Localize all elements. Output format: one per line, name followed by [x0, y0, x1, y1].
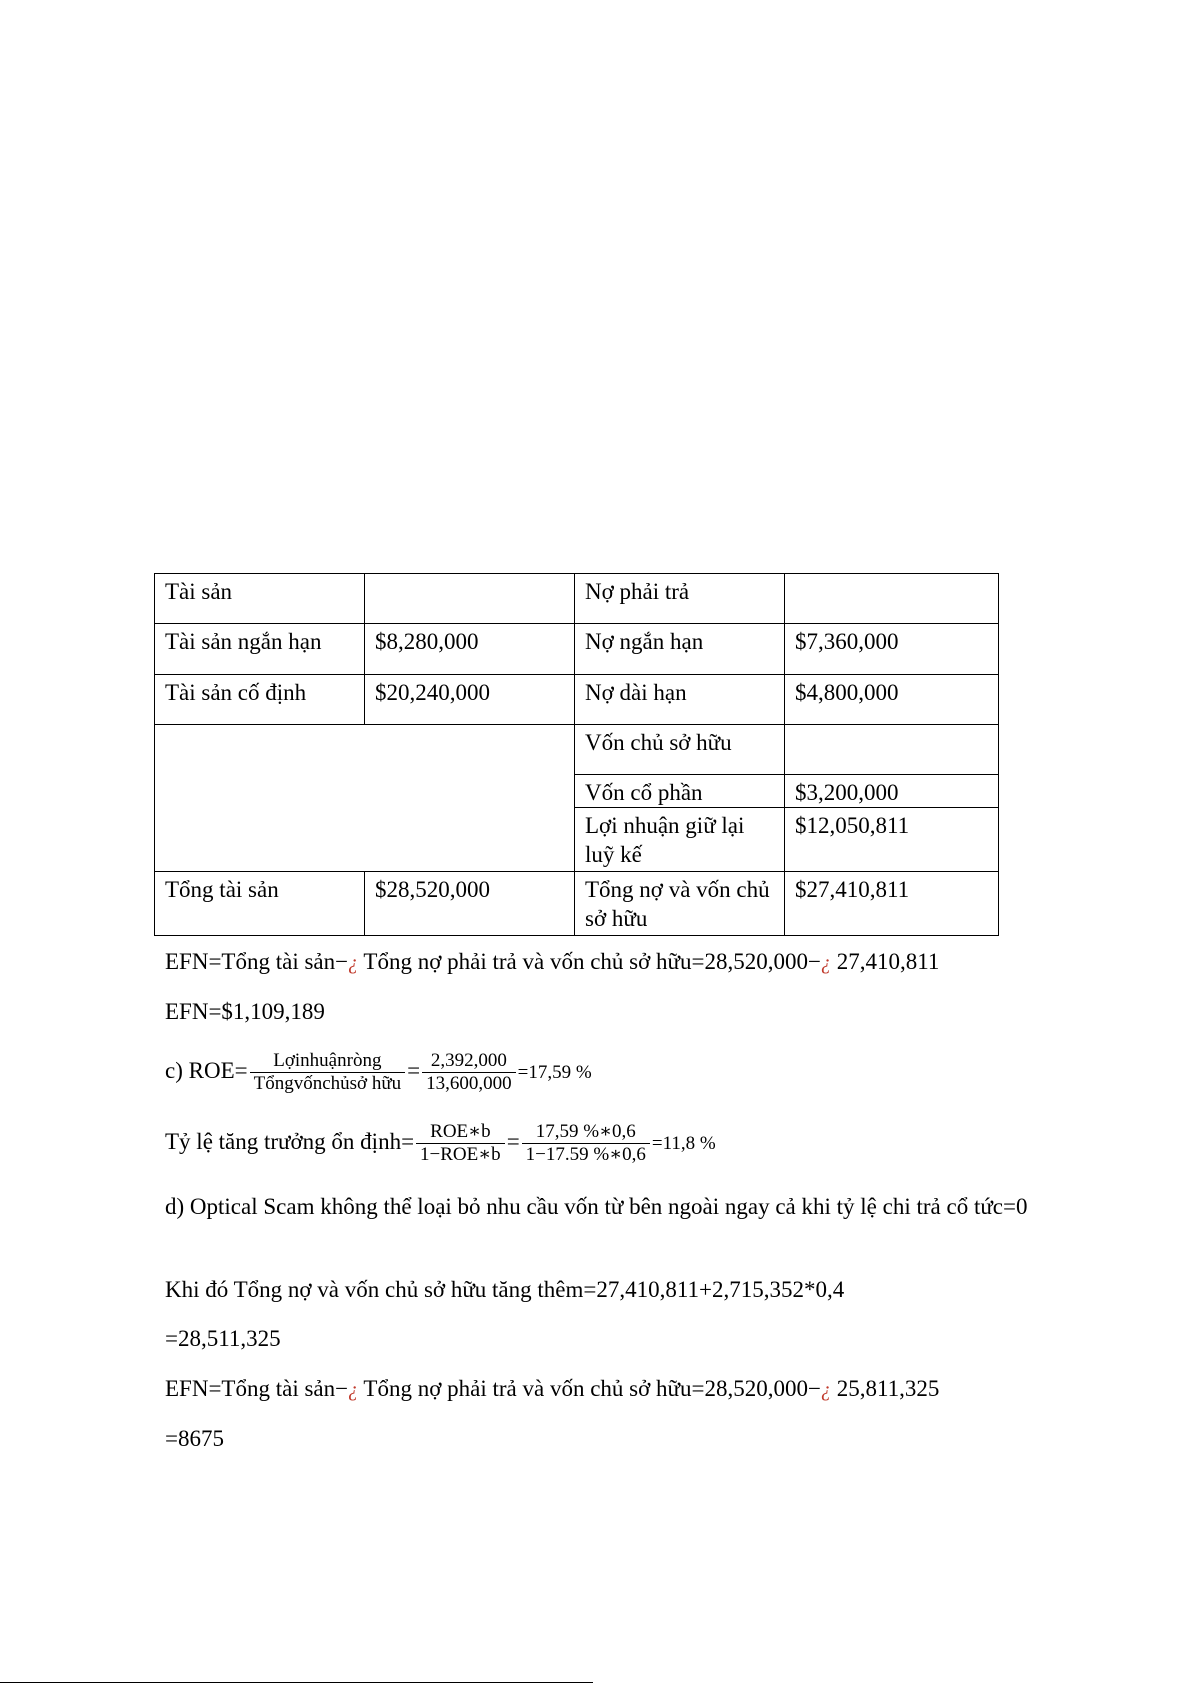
- denominator: Tổngvốnchủsở hữu: [253, 1073, 402, 1095]
- row-value2: $7,360,000: [785, 624, 999, 675]
- row-label2: Nợ dài hạn: [575, 675, 785, 725]
- efn-formula-line: [165, 947, 939, 978]
- roe-fraction: [250, 1050, 406, 1095]
- text: =: [407, 1058, 421, 1083]
- efn-result-line: EFN=$1,109,189: [165, 999, 325, 1024]
- placeholder-char: ¿: [820, 1379, 831, 1401]
- placeholder-char: ¿: [348, 1379, 359, 1401]
- equity-value: $3,200,000: [785, 775, 999, 808]
- text: Tổng nợ phải trả và vốn chủ sở hữu=28,520,000−: [358, 949, 821, 974]
- text: =17,59 %: [517, 1062, 592, 1083]
- row-value2: $4,800,000: [785, 675, 999, 725]
- table-row: [155, 872, 999, 936]
- header-assets: Tài sản: [155, 574, 365, 624]
- growth-fraction: [416, 1121, 505, 1166]
- row-label: Tài sản ngắn hạn: [155, 624, 365, 675]
- efn-final-result: =8675: [165, 1426, 224, 1451]
- denominator: 1−17.59 %∗0,6: [525, 1144, 646, 1166]
- row-label: Tài sản cố định: [155, 675, 365, 725]
- text: c) ROE=: [165, 1058, 248, 1083]
- equity-label: Vốn cổ phần: [575, 775, 785, 808]
- table-row: [155, 624, 999, 675]
- text: EFN=Tổng tài sản−: [165, 1376, 349, 1401]
- balance-sheet-table: [154, 573, 999, 936]
- total-value2: $27,410,811: [785, 872, 999, 936]
- text: 27,410,811: [830, 949, 940, 974]
- empty-cell: [365, 574, 575, 624]
- numerator: 2,392,000: [422, 1050, 516, 1073]
- footnote-separator: [0, 1682, 593, 1683]
- efn-formula-line-2: [165, 1374, 939, 1405]
- table-row: [155, 574, 999, 624]
- placeholder-char: ¿: [348, 952, 359, 974]
- growth-fraction-values: [522, 1121, 650, 1166]
- empty-cell: [785, 725, 999, 775]
- header-liabilities: Nợ phải trả: [575, 574, 785, 624]
- equity-header: Vốn chủ sở hữu: [575, 725, 785, 775]
- row-label2: Nợ ngắn hạn: [575, 624, 785, 675]
- row-value: $8,280,000: [365, 624, 575, 675]
- denominator: 1−ROE∗b: [420, 1144, 501, 1166]
- text: 25,811,325: [830, 1376, 940, 1401]
- table-row: [155, 725, 999, 775]
- row-value: $20,240,000: [365, 675, 575, 725]
- khi-do-result: =28,511,325: [165, 1326, 281, 1351]
- numerator: Lợinhuậnròng: [250, 1050, 406, 1073]
- total-label: Tổng tài sản: [155, 872, 365, 936]
- equity-label: Lợi nhuận giữ lại luỹ kế: [575, 808, 785, 872]
- text: Tổng nợ phải trả và vốn chủ sở hữu=28,520,000−: [358, 1376, 821, 1401]
- roe-line: [165, 1046, 592, 1098]
- roe-fraction-values: [422, 1050, 516, 1095]
- placeholder-char: ¿: [820, 952, 831, 974]
- empty-merged-cell: [155, 725, 575, 872]
- text: EFN=Tổng tài sản−: [165, 949, 349, 974]
- text: Tỷ lệ tăng trưởng ổn định=: [165, 1129, 415, 1154]
- denominator: 13,600,000: [426, 1073, 512, 1095]
- numerator: 17,59 %∗0,6: [522, 1121, 650, 1144]
- paragraph-d: d) Optical Scam không thể loại bỏ nhu cầu vốn từ bên ngoài ngay cả khi tỷ lệ chi trả cổ tức=0: [165, 1194, 1028, 1219]
- empty-cell: [785, 574, 999, 624]
- growth-line: [165, 1117, 716, 1169]
- table-row: [155, 675, 999, 725]
- total-label2: Tổng nợ và vốn chủ sở hữu: [575, 872, 785, 936]
- khi-do-line: Khi đó Tổng nợ và vốn chủ sở hữu tăng thêm=27,410,811+2,715,352*0,4: [165, 1277, 845, 1302]
- numerator: ROE∗b: [416, 1121, 505, 1144]
- text: =11,8 %: [651, 1133, 716, 1154]
- equity-value: $12,050,811: [785, 808, 999, 872]
- total-value: $28,520,000: [365, 872, 575, 936]
- text: =: [506, 1129, 520, 1154]
